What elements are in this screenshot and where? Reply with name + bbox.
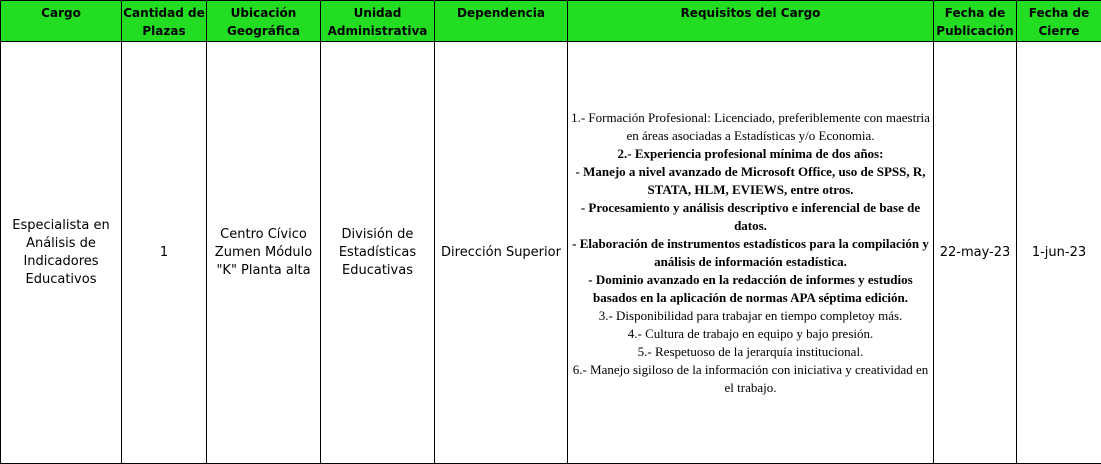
requisito-line: 4.- Cultura de trabajo en equipo y bajo presión.	[627, 325, 874, 341]
header-requisitos: Requisitos del Cargo	[568, 1, 934, 42]
cell-unidad-administrativa: División de Estadísticas Educativas	[321, 42, 435, 464]
cell-ubicacion: Centro Cívico Zumen Módulo "K" Planta alta	[207, 42, 321, 464]
cell-cargo: Especialista en Análisis de Indicadores Educativos	[1, 42, 122, 464]
requisito-line: 2.- Experiencia profesional mínima de dos años:	[617, 145, 884, 161]
header-unidad-administrativa: Unidad Administrativa	[321, 1, 435, 42]
header-row	[1, 1, 1101, 42]
header-fecha-cierre: Fecha de Cierre	[1017, 1, 1101, 42]
requisito-line: - Elaboración de instrumentos estadísticos para la compilación y análisis de información estadística.	[572, 235, 929, 269]
requisito-line: 5.- Respetuoso de la jerarquía institucional.	[637, 343, 864, 359]
header-cantidad-plazas: Cantidad de Plazas	[122, 1, 207, 42]
header-ubicacion-geografica: Ubicación Geográfica	[207, 1, 321, 42]
requisito-line: 1.- Formación Profesional: Licenciado, preferiblemente con maestria en áreas asociadas a Estadísticas y/o Economia.	[571, 109, 930, 143]
cell-cantidad-plazas: 1	[122, 42, 207, 464]
header-fecha-publicacion: Fecha de Publicación	[934, 1, 1017, 42]
cell-fecha-cierre: 1-jun-23	[1017, 42, 1101, 464]
requisito-line: 3.- Disponibilidad para trabajar en tiempo completoy más.	[598, 307, 903, 323]
requisito-line: - Dominio avanzado en la redacción de informes y estudios basados en la aplicación de normas APA séptima edición.	[588, 271, 913, 305]
requisito-line: 6.- Manejo sigiloso de la información con iniciativa y creatividad en el trabajo.	[572, 361, 929, 395]
requisito-line: - Manejo a nivel avanzado de Microsoft Office, uso de SPSS, R, STATA, HLM, EVIEWS, entre otros.	[575, 163, 926, 197]
cell-fecha-publicacion: 22-may-23	[934, 42, 1017, 464]
header-dependencia: Dependencia	[435, 1, 568, 42]
table-row	[1, 42, 1101, 464]
header-cargo: Cargo	[1, 1, 122, 42]
cell-requisitos	[568, 42, 934, 464]
requisito-line: - Procesamiento y análisis descriptivo e inferencial de base de datos.	[580, 199, 921, 233]
cell-dependencia: Dirección Superior	[435, 42, 568, 464]
